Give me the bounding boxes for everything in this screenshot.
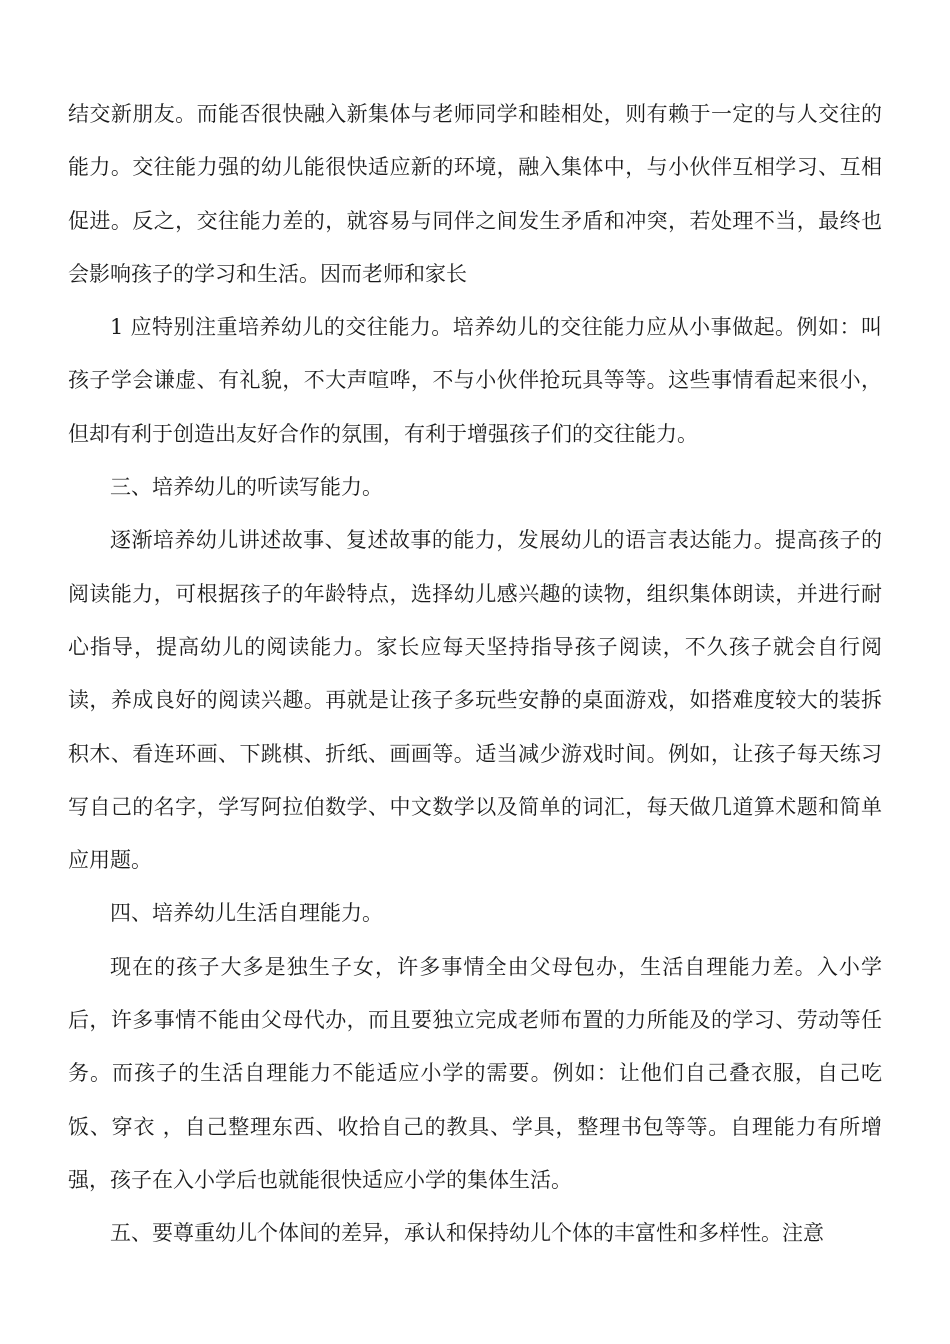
paragraph-friends-continuation: 结交新朋友。而能否很快融入新集体与老师同学和睦相处，则有赖于一定的与人交往的能力。交往能力强的幼儿能很快适应新的环境，融入集体中，与小伙伴互相学习、互相促进。反之，交往能力差的，就容易与同伴之间发生矛盾和冲突，若处理不当，最终也会影响孩子的学习和生活。因而老师和家长 xyxy=(68,102,882,286)
paragraph-individual-differences: 五、要尊重幼儿个体间的差异，承认和保持幼儿个体的丰富性和多样性。注意 xyxy=(110,1221,824,1246)
section-heading-self-care: 四、培养幼儿生活自理能力。 xyxy=(110,901,383,926)
paragraph-self-care: 现在的孩子大多是独生子女，许多事情全由父母包办，生活自理能力差。入小学后，许多事情不能由父母代办，而且要独立完成老师布置的力所能及的学习、劳动等任务。而孩子的生活自理能力不能适应小学的需要。例如：让他们自己叠衣服，自己吃饭、穿衣 ，自己整理东西、收拾自己的教具、学具，整理书包等等。自理能力有所增强，孩子在入小学后也就能很快适应小学的集体生活。 xyxy=(68,954,882,1192)
section-heading-listening-reading-writing: 三、培养幼儿的听读写能力。 xyxy=(110,475,383,500)
paragraph-reading-ability: 逐渐培养幼儿讲述故事、复述故事的能力，发展幼儿的语言表达能力。提高孩子的阅读能力，可根据孩子的年龄特点，选择幼儿感兴趣的读物，组织集体朗读，并进行耐心指导，提高幼儿的阅读能力。家长应每天坚持指导孩子阅读，不久孩子就会自行阅读，养成良好的阅读兴趣。再就是让孩子多玩些安静的桌面游戏，如搭难度较大的装拆积木、看连环画、下跳棋、折纸、画画等。适当减少游戏时间。例如，让孩子每天练习写自己的名字，学写阿拉伯数学、中文数学以及简单的词汇，每天做几道算术题和简单应用题。 xyxy=(68,528,882,873)
document-body xyxy=(68,88,882,1261)
paragraph-social-skills: 1 应特别注重培养幼儿的交往能力。培养幼儿的交往能力应从小事做起。例如：叫孩子学会谦虚、有礼貌，不大声喧哗，不与小伙伴抢玩具等等。这些事情看起来很小，但却有利于创造出友好合作的氛围，有利于增强孩子们的交往能力。 xyxy=(68,315,882,446)
